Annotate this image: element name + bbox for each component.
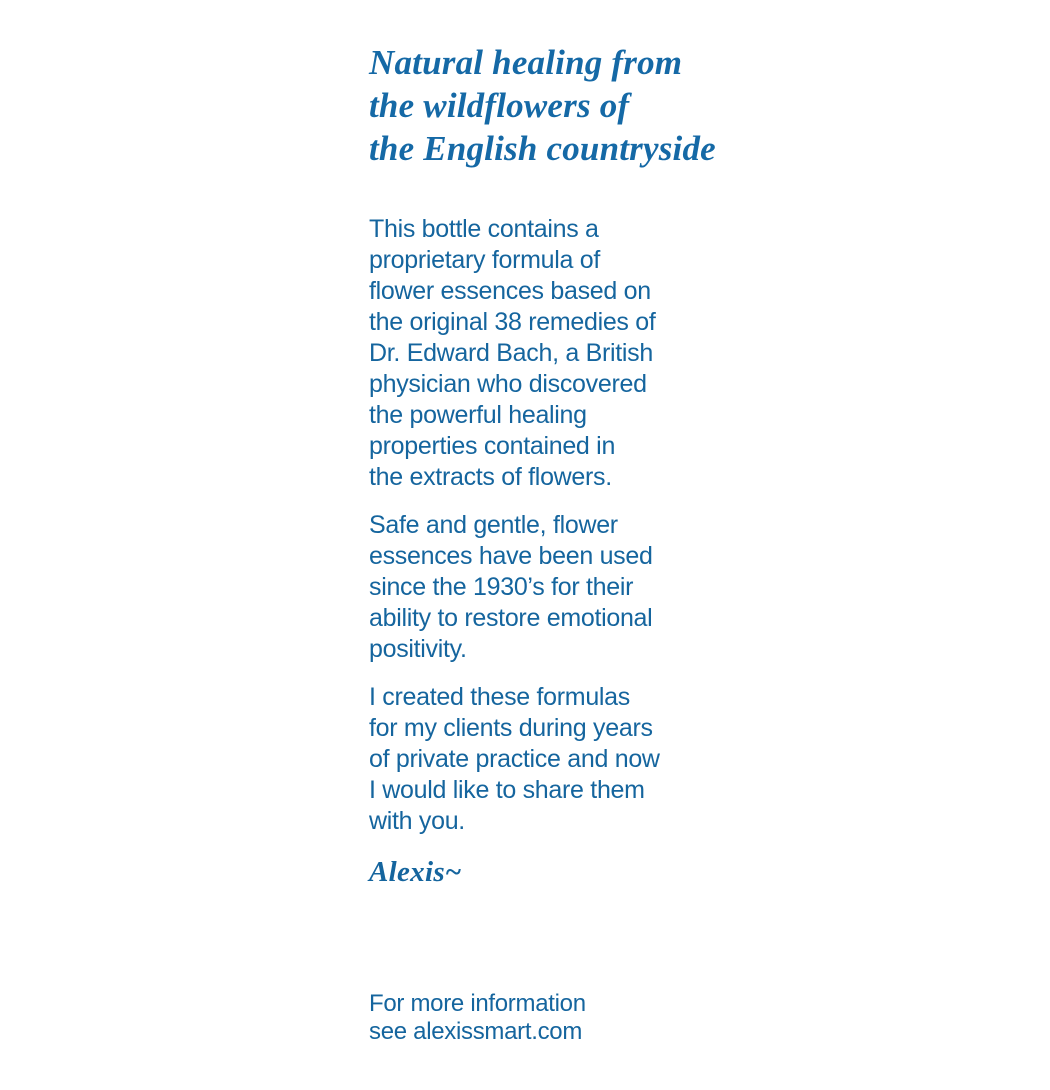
paragraph-3-line-3: of private practice and now bbox=[369, 745, 660, 773]
footer-line-1: For more information bbox=[369, 990, 586, 1017]
paragraph-2-line-3: since the 1930’s for their bbox=[369, 573, 634, 601]
heading-line-2: the wildflowers of bbox=[369, 86, 630, 125]
paragraph-1-line-7: the powerful healing bbox=[369, 401, 587, 429]
label-content-column bbox=[369, 0, 716, 889]
paragraph-3-line-2: for my clients during years bbox=[369, 714, 653, 742]
paragraph-3-line-5: with you. bbox=[369, 807, 465, 835]
paragraph-3-line-4: I would like to share them bbox=[369, 776, 645, 804]
page-title bbox=[369, 0, 716, 170]
body-copy bbox=[369, 170, 699, 837]
body-paragraph-1 bbox=[369, 214, 699, 493]
paragraph-1-line-3: flower essences based on bbox=[369, 277, 651, 305]
heading-line-1: Natural healing from bbox=[369, 43, 683, 82]
heading-line-3: the English countryside bbox=[369, 129, 716, 168]
footer-contact bbox=[369, 990, 699, 1046]
paragraph-2-line-2: essences have been used bbox=[369, 542, 653, 570]
paragraph-2-line-4: ability to restore emotional bbox=[369, 604, 653, 632]
body-paragraph-3 bbox=[369, 682, 699, 837]
paragraph-1-line-5: Dr. Edward Bach, a British bbox=[369, 339, 653, 367]
paragraph-1-line-8: properties contained in bbox=[369, 432, 616, 460]
paragraph-1-line-4: the original 38 remedies of bbox=[369, 308, 656, 336]
footer-website: see alexissmart.com bbox=[369, 1018, 583, 1045]
paragraph-1-line-9: the extracts of flowers. bbox=[369, 463, 612, 491]
paragraph-2-line-5: positivity. bbox=[369, 635, 467, 663]
paragraph-1-line-2: proprietary formula of bbox=[369, 246, 600, 274]
paragraph-1-line-1: This bottle contains a bbox=[369, 215, 599, 243]
signature: Alexis~ bbox=[369, 856, 462, 888]
paragraph-1-line-6: physician who discovered bbox=[369, 370, 647, 398]
body-paragraph-2 bbox=[369, 510, 699, 665]
paragraph-3-line-1: I created these formulas bbox=[369, 683, 630, 711]
paragraph-2-line-1: Safe and gentle, flower bbox=[369, 511, 618, 539]
